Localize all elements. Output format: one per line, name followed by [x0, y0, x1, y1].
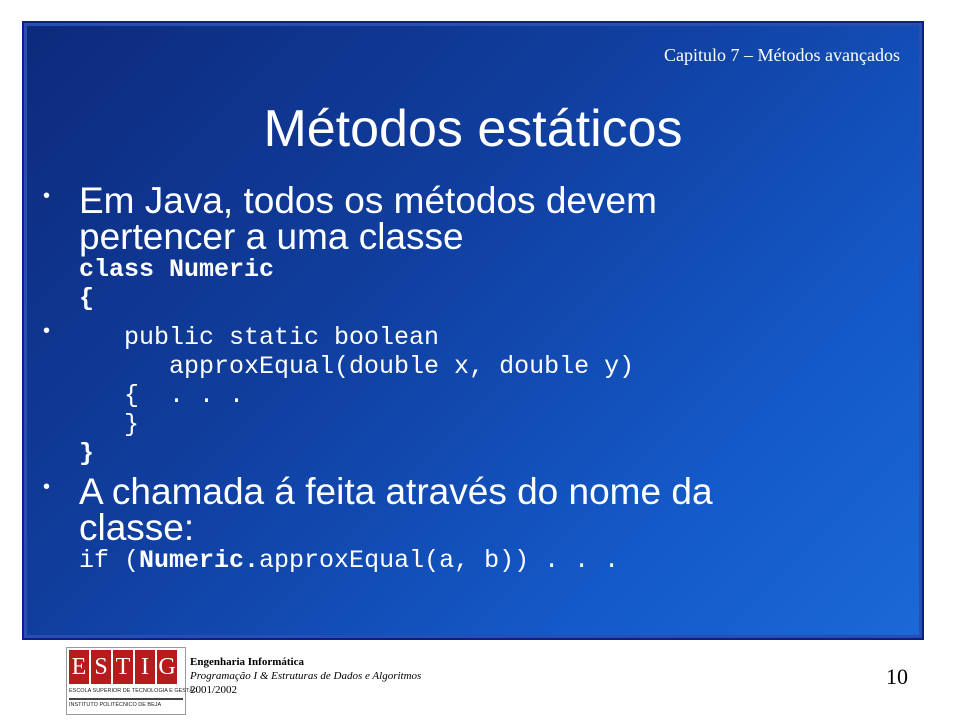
- code-method-params: approxEqual(double x, double y): [79, 352, 635, 381]
- code-call-prefix: if (: [79, 546, 140, 575]
- bullet-3-text-line-2: classe:: [79, 507, 195, 548]
- logo-divider: [69, 698, 183, 700]
- logo-letter: E: [69, 650, 89, 684]
- logo-letter: G: [157, 650, 177, 684]
- slide-body: [39, 180, 909, 575]
- estig-logo: [66, 647, 198, 715]
- logo-letter: I: [135, 650, 155, 684]
- logo-letter: T: [113, 650, 133, 684]
- logo-letter: S: [91, 650, 111, 684]
- bullet-1-text-line-1: Em Java, todos os métodos devem: [79, 180, 657, 221]
- bullet-dot-icon: •: [43, 320, 51, 342]
- logo-letters: [69, 650, 177, 684]
- code-class-close: }: [79, 439, 95, 468]
- slide-title: Métodos estáticos: [263, 100, 683, 158]
- code-call-example: [79, 546, 909, 575]
- footer-subject: Programação I & Estruturas de Dados e Algoritmos: [190, 670, 422, 682]
- bullet-3-text-line-1: A chamada á feita através do nome da: [79, 471, 713, 512]
- code-method-signature: public static boolean: [79, 323, 440, 352]
- bullet-1-text-line-2: pertencer a uma classe: [79, 216, 464, 257]
- bullet-item-3: [39, 471, 909, 575]
- bullet-dot-icon: •: [43, 476, 51, 498]
- logo-caption-institute: INSTITUTO POLITÉCNICO DE BEJA: [69, 702, 162, 708]
- bullet-item-1: [39, 180, 909, 313]
- chapter-heading: Capitulo 7 – Métodos avançados: [664, 45, 900, 65]
- footer-course: Engenharia Informática: [190, 656, 304, 668]
- code-class-declaration: class Numeric: [79, 255, 275, 284]
- code-call-suffix: approxEqual(a, b)) . . .: [259, 546, 620, 575]
- bullet-item-2: [39, 320, 909, 468]
- code-call-class: Numeric.: [139, 546, 260, 575]
- code-open-brace: {: [79, 284, 95, 313]
- code-method-body-open: { . . .: [79, 381, 245, 410]
- page-number: 10: [886, 664, 908, 689]
- footer-year: 2001/2002: [190, 684, 238, 696]
- code-method-body-close: }: [79, 410, 140, 439]
- bullet-dot-icon: •: [43, 185, 51, 207]
- footer-info: [190, 655, 421, 697]
- logo-caption-school: ESCOLA SUPERIOR DE TECNOLOGIA E GESTÃO: [69, 688, 198, 694]
- slide-frame: [22, 21, 924, 640]
